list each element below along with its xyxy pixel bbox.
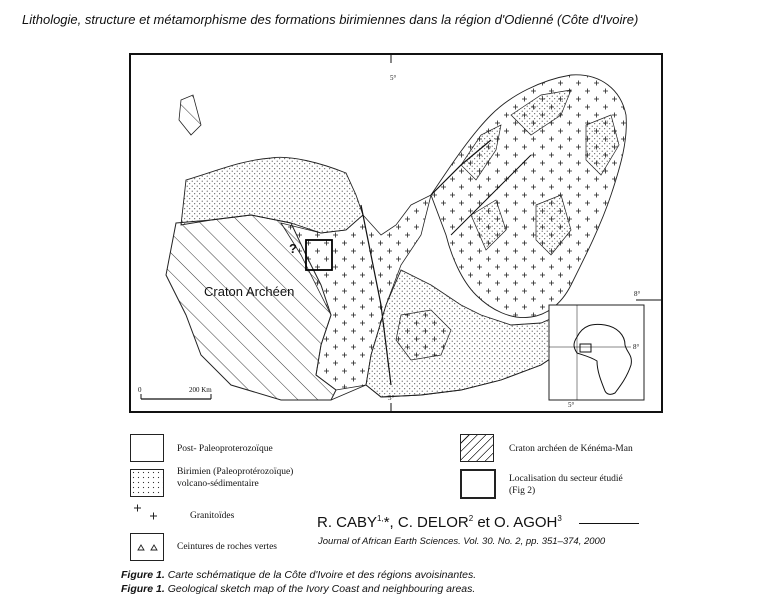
northwest-outlier: [179, 95, 201, 135]
page-header-title: Lithologie, structure et métamorphisme des formations birimiennes dans la région d'Odienné (Côte d'Ivoire): [22, 12, 639, 27]
legend-swatch-post-paleo: [130, 434, 164, 462]
inset-lon-label: 5°: [568, 401, 575, 409]
legend-localisation-line2: (Fig 2): [509, 486, 536, 496]
authors-line: [317, 514, 562, 531]
legend-swatch-localisation: [460, 469, 496, 499]
legend-birimien-line1: Birimien (Paleoprotérozoïque): [177, 467, 294, 477]
legend-label-craton-kenema: Craton archéen de Kénéma-Man: [509, 444, 633, 454]
lon-label-bottom: 5°: [388, 394, 395, 402]
journal-reference: Journal of African Earth Sciences. Vol. 30. No. 2, pp. 351–374, 2000: [318, 536, 606, 547]
author-3-affil: 3: [557, 514, 562, 523]
legend-label-ceintures: Ceintures de roches vertes: [177, 542, 277, 552]
legend-label-localisation: [509, 473, 623, 497]
legend-localisation-line1: Localisation du secteur étudié: [509, 474, 623, 484]
legend-label-birimien: [177, 466, 293, 490]
author-1: R. CABY: [317, 514, 378, 531]
caption-french-fig: Figure 1.: [121, 569, 165, 581]
author-2: , C. DELOR: [389, 514, 469, 531]
author-1-star: *: [383, 514, 390, 531]
africa-inset-frame: [549, 305, 644, 400]
legend-label-post-paleo: Post- Paleoproterozoïque: [177, 444, 273, 454]
craton-archean-label: Craton Archéen: [204, 284, 295, 299]
inset-lat-label: 8°: [633, 343, 640, 351]
author-1-affil: 1,: [377, 514, 384, 523]
legend-swatch-granitoides: [130, 502, 162, 528]
caption-french-text: Carte schématique de la Côte d'Ivoire et des régions avoisinantes.: [167, 569, 477, 581]
geological-map: [131, 55, 661, 411]
legend-swatch-craton-kenema: [460, 434, 494, 462]
caption-french: [121, 569, 476, 581]
scale-distance-label: 200 Km: [189, 386, 212, 394]
geological-map-frame: [129, 53, 663, 413]
lat-label-right: 8°: [634, 290, 641, 298]
author-3: et O. AGOH: [473, 514, 558, 531]
legend-label-granitoides: Granitoïdes: [190, 511, 235, 521]
triangle-symbols-icon: [131, 534, 163, 560]
question-mark-label: ?: [289, 241, 297, 256]
authors-rule: [579, 523, 639, 524]
legend-birimien-line2: volcano-sédimentaire: [177, 479, 259, 489]
scale-zero-label: 0: [138, 386, 142, 394]
plus-symbols-icon: [130, 502, 162, 528]
caption-english-fig: Figure 1.: [121, 583, 165, 595]
legend-swatch-birimien: [130, 469, 164, 497]
author-2-affil: 2: [468, 514, 474, 523]
legend-swatch-ceintures: [130, 533, 164, 561]
caption-english-text: Geological sketch map of the Ivory Coast and neighbouring areas.: [167, 583, 476, 595]
caption-english: [121, 583, 475, 595]
lon-label-top: 5°: [390, 74, 397, 82]
